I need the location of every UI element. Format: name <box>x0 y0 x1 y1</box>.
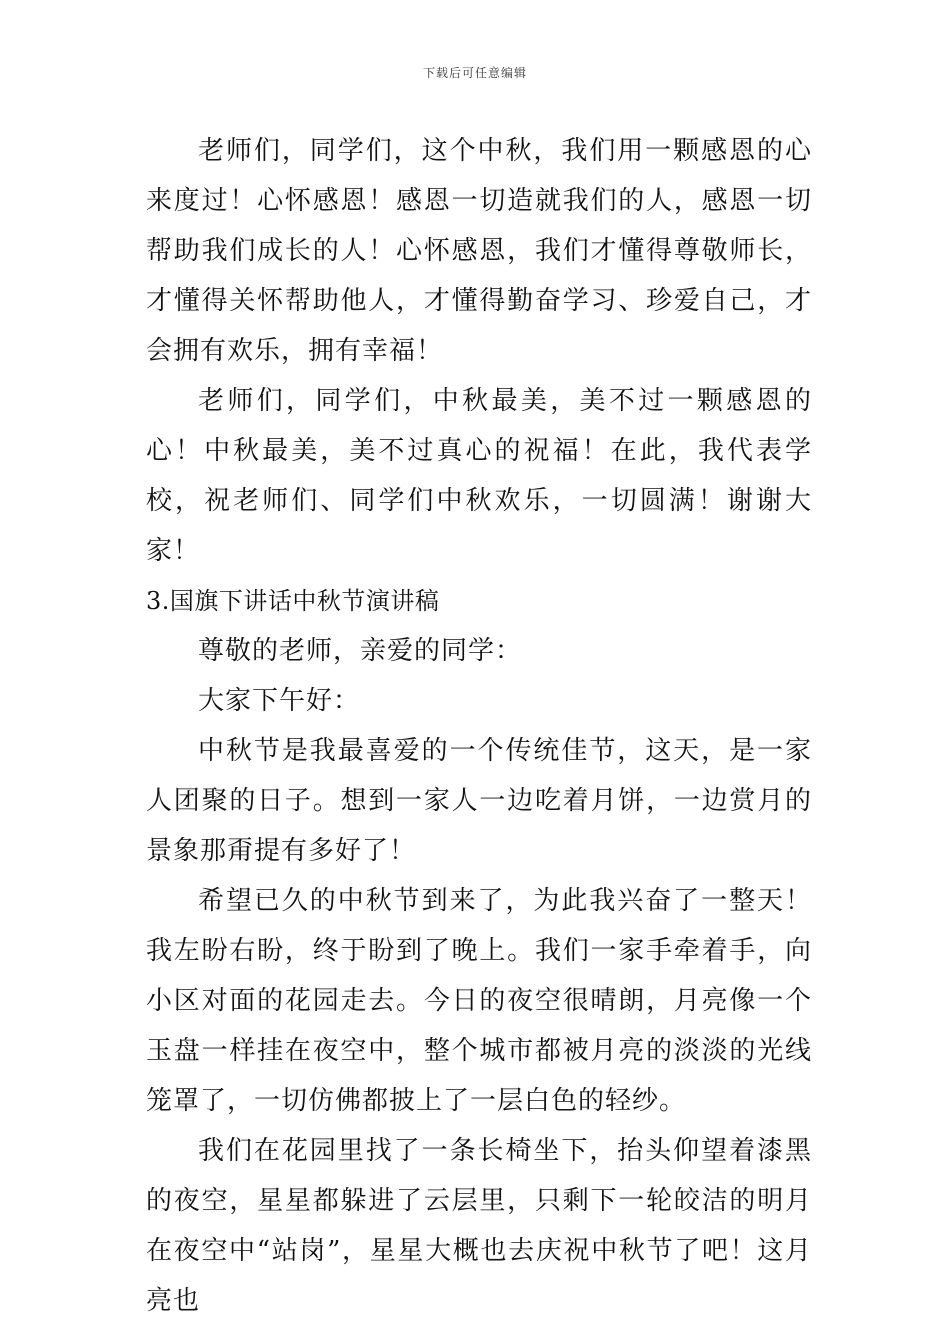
salutation: 尊敬的老师，亲爱的同学： <box>198 636 523 666</box>
paragraph: 希望已久的中秋节到来了，为此我兴奋了一整天！我左盼右盼，终于盼到了晚上。我们一家手牵着手，向小区对面的花园走去。今日的夜空很晴朗，月亮像一个玉盘一样挂在夜空中，整个城市都被月亮的淡淡的光线笼罩了，一切仿佛都披上了一层白色的轻纱。 <box>146 886 812 1116</box>
page-header: 下载后可任意编辑 <box>422 66 527 80</box>
paragraph: 老师们，同学们，中秋最美，美不过一颗感恩的心！中秋最美，美不过真心的祝福！在此，我代表学校，祝老师们、同学们中秋欢乐，一切圆满！谢谢大家！ <box>146 386 812 566</box>
greeting: 大家下午好： <box>198 686 361 716</box>
paragraph: 老师们，同学们，这个中秋，我们用一颗感恩的心来度过！心怀感恩！感恩一切造就我们的人，感恩一切帮助我们成长的人！心怀感恩，我们才懂得尊敬师长，才懂得关怀帮助他人，才懂得勤奋学习、珍爱自己，才会拥有欢乐，拥有幸福！ <box>146 136 812 366</box>
section-heading: 3.国旗下讲话中秋节演讲稿 <box>146 587 440 615</box>
document-body <box>146 126 812 1326</box>
paragraph: 中秋节是我最喜爱的一个传统佳节，这天，是一家人团聚的日子。想到一家人一边吃着月饼，一边赏月的景象那甭提有多好了！ <box>146 736 812 866</box>
paragraph: 我们在花园里找了一条长椅坐下，抬头仰望着漆黑的夜空，星星都躲进了云层里，只剩下一轮皎洁的明月在夜空中“站岗”，星星大概也去庆祝中秋节了吧！这月亮也 <box>146 1136 812 1316</box>
